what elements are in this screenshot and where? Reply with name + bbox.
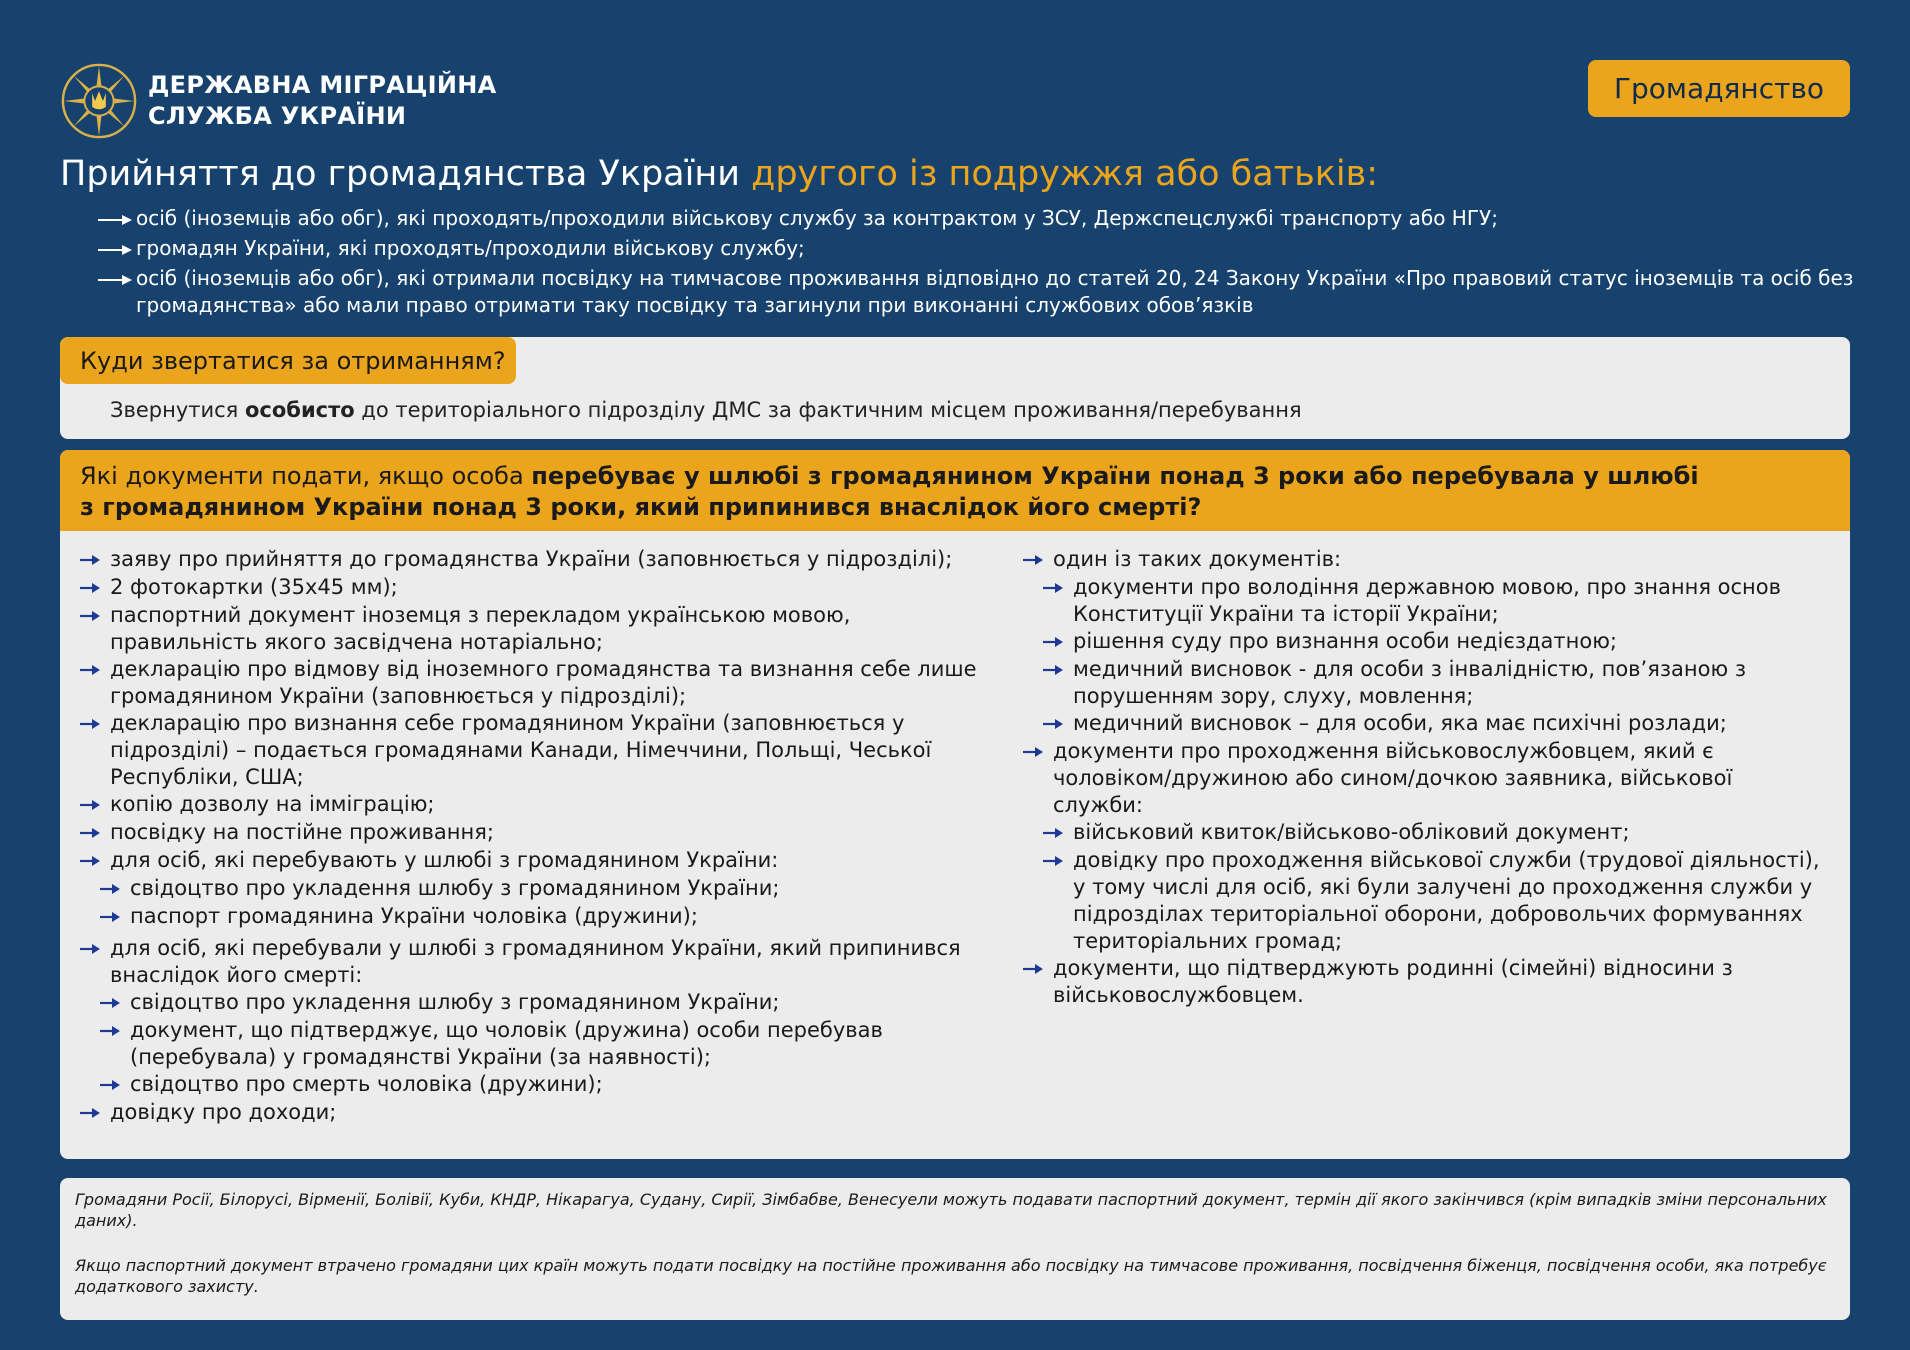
arrow-right-icon xyxy=(80,574,110,602)
arrow-right-icon xyxy=(100,903,130,931)
arrow-right-icon xyxy=(100,1071,130,1099)
list-item xyxy=(80,791,980,819)
list-item-text: декларацію про відмову від іноземного громадянства та визнання себе лише громадянином України (заповнюється у підрозділі); xyxy=(110,657,977,708)
documents-right-column xyxy=(1023,546,1823,1009)
notes-panel xyxy=(60,1178,1850,1320)
list-item-text: копію дозволу на імміграцію; xyxy=(110,792,435,816)
list-item xyxy=(80,656,980,710)
arrow-right-icon xyxy=(100,989,130,1017)
arrow-right-icon xyxy=(98,265,136,295)
arrow-right-icon xyxy=(80,546,110,574)
list-item-text: свідоцтво про укладення шлюбу з громадянином України; xyxy=(130,876,780,900)
arrow-right-icon xyxy=(1023,546,1053,574)
list-item-text: один із таких документів: xyxy=(1053,547,1342,571)
documents-panel xyxy=(60,450,1850,1159)
intro-item-text: громадян України, які проходять/проходили військову службу; xyxy=(136,236,805,260)
arrow-right-icon xyxy=(80,819,110,847)
org-name xyxy=(148,70,497,132)
list-item xyxy=(80,819,980,847)
list-item-text: для осіб, які перебували у шлюбі з громадянином України, який припинився внаслідок його смерті: xyxy=(110,936,961,987)
list-item-text: паспорт громадянина України чоловіка (дружини); xyxy=(130,904,698,928)
note-paragraph: Громадяни Росії, Білорусі, Вірменії, Болівії, Куби, КНДР, Нікарагуа, Судану, Сирії, Зімбабве, Венесуели можуть подавати паспортний документ, термін дії якого закінчився (крім випадків зміни персональних даних). xyxy=(75,1190,1827,1230)
list-subitem xyxy=(80,1071,980,1099)
note-paragraph: Якщо паспортний документ втрачено громадяни цих країн можуть подати посвідку на постійне проживання або посвідку на тимчасове проживання, посвідчення біженця, посвідчення особи, яка потребує додаткового захисту. xyxy=(75,1256,1827,1296)
list-item-text: декларацію про визнання себе громадянином України (заповнюється у підрозділі) – подається громадянами Канади, Німеччини, Польщі, Чеської Республіки, США; xyxy=(110,711,932,789)
documents-heading-bold1: перебуває у шлюбі з громадянином України понад 3 роки або перебувала у шлюбі xyxy=(531,462,1699,490)
list-item xyxy=(80,935,980,989)
list-item xyxy=(80,710,980,791)
where-text-bold: особисто xyxy=(244,398,355,422)
page-title xyxy=(60,154,1378,194)
where-text-post: до територіального підрозділу ДМС за фактичним місцем проживання/перебування xyxy=(354,398,1302,422)
header xyxy=(60,62,497,140)
where-text-pre: Звернутися xyxy=(110,398,245,422)
where-label: Куди звертатися за отриманням? xyxy=(60,337,516,384)
arrow-right-icon xyxy=(98,205,136,235)
list-subitem xyxy=(1023,574,1823,628)
list-item-text: документи про володіння державною мовою, про знання основ Конституції України та історії України; xyxy=(1073,575,1782,626)
arrow-right-icon xyxy=(80,847,110,875)
list-subitem xyxy=(1023,710,1823,738)
arrow-right-icon xyxy=(80,791,110,819)
arrow-right-icon xyxy=(1043,656,1073,684)
arrow-right-icon xyxy=(1043,847,1073,875)
arrow-right-icon xyxy=(1043,710,1073,738)
arrow-right-icon xyxy=(1023,738,1053,766)
list-item-text: медичний висновок – для особи, яка має психічні розлади; xyxy=(1073,711,1727,735)
list-item xyxy=(80,1099,980,1127)
documents-left-column xyxy=(80,546,980,1127)
list-item-text: документи, що підтверджують родинні (сімейні) відносини з військовослужбовцем. xyxy=(1053,956,1733,1007)
list-subitem xyxy=(1023,847,1823,955)
list-item-text: для осіб, які перебувають у шлюбі з громадянином України: xyxy=(110,848,779,872)
documents-heading-bold2: з громадянином України понад 3 роки, який припинився внаслідок його смерті? xyxy=(80,493,1202,521)
title-main: Прийняття до громадянства України xyxy=(60,154,752,194)
arrow-right-icon xyxy=(80,1099,110,1127)
list-item-text: медичний висновок - для особи з інвалідністю, пов’язаною з порушенням зору, слуху, мовлення; xyxy=(1073,657,1746,708)
list-subitem xyxy=(80,903,980,931)
documents-heading-pre: Які документи подати, якщо особа xyxy=(80,462,532,490)
list-item xyxy=(80,574,980,602)
list-item-text: 2 фотокартки (35х45 мм); xyxy=(110,575,398,599)
list-item-text: довідку про проходження військової служби (трудової діяльності), у тому числі для осіб, які були залучені до проходження служби у підрозділах територіальної оборони, добровольчих формуваннях територіальних громад; xyxy=(1073,848,1820,953)
arrow-right-icon xyxy=(100,875,130,903)
arrow-right-icon xyxy=(98,235,136,265)
list-subitem xyxy=(1023,628,1823,656)
list-item-text: військовий квиток/військово-обліковий документ; xyxy=(1073,820,1630,844)
where-text xyxy=(110,398,1302,422)
list-item-text: свідоцтво про смерть чоловіка (дружини); xyxy=(130,1072,603,1096)
documents-heading xyxy=(60,450,1850,531)
list-item-text: документи про проходження військовослужбовцем, який є чоловіком/дружиною або сином/дочкою заявника, військової служби: xyxy=(1053,739,1733,817)
arrow-right-icon xyxy=(1043,628,1073,656)
list-subitem xyxy=(80,1017,980,1071)
list-item xyxy=(1023,955,1823,1009)
arrow-right-icon xyxy=(1023,955,1053,983)
org-name-line2: СЛУЖБА УКРАЇНИ xyxy=(148,102,407,130)
category-badge: Громадянство xyxy=(1588,60,1850,117)
list-item xyxy=(80,546,980,574)
list-item-text: посвідку на постійне проживання; xyxy=(110,820,494,844)
arrow-right-icon xyxy=(1043,819,1073,847)
list-item-text: паспортний документ іноземця з перекладом українською мовою, правильність якого засвідчена нотаріально; xyxy=(110,603,851,654)
arrow-right-icon xyxy=(1043,574,1073,602)
intro-item xyxy=(98,265,1858,319)
list-item-text: свідоцтво про укладення шлюбу з громадянином України; xyxy=(130,990,780,1014)
list-item xyxy=(1023,738,1823,819)
list-item-text: заяву про прийняття до громадянства України (заповнюється у підрозділі); xyxy=(110,547,953,571)
list-item-text: довідку про доходи; xyxy=(110,1100,337,1124)
list-subitem xyxy=(80,875,980,903)
arrow-right-icon xyxy=(100,1017,130,1045)
org-name-line1: ДЕРЖАВНА МІГРАЦІЙНА xyxy=(148,71,497,99)
list-item-text: рішення суду про визнання особи недієздатною; xyxy=(1073,629,1617,653)
arrow-right-icon xyxy=(80,710,110,738)
arrow-right-icon xyxy=(80,602,110,630)
emblem-icon xyxy=(60,62,138,140)
list-item xyxy=(80,847,980,875)
list-subitem xyxy=(1023,819,1823,847)
list-subitem xyxy=(1023,656,1823,710)
where-panel xyxy=(60,337,1850,439)
intro-item xyxy=(98,235,1858,265)
list-subitem xyxy=(80,989,980,1017)
arrow-right-icon xyxy=(80,935,110,963)
intro-item xyxy=(98,205,1858,235)
title-highlight: другого із подружжя або батьків: xyxy=(751,154,1379,194)
intro-item-text: осіб (іноземців або обг), які проходять/проходили військову службу за контрактом у ЗСУ, Держспецслужбі транспорту або НГУ; xyxy=(136,206,1498,230)
arrow-right-icon xyxy=(80,656,110,684)
list-item-text: документ, що підтверджує, що чоловік (дружина) особи перебував (перебувала) у громадянстві України (за наявності); xyxy=(130,1018,883,1069)
intro-item-text: осіб (іноземців або обг), які отримали посвідку на тимчасове проживання відповідно до статей 20, 24 Закону України «Про правовий статус іноземців та осіб без громадянства» або мали право отримати таку посвідку та загинули при виконанні службових обов’язків xyxy=(136,266,1854,317)
list-item xyxy=(1023,546,1823,574)
list-item xyxy=(80,602,980,656)
intro-list xyxy=(98,205,1858,319)
